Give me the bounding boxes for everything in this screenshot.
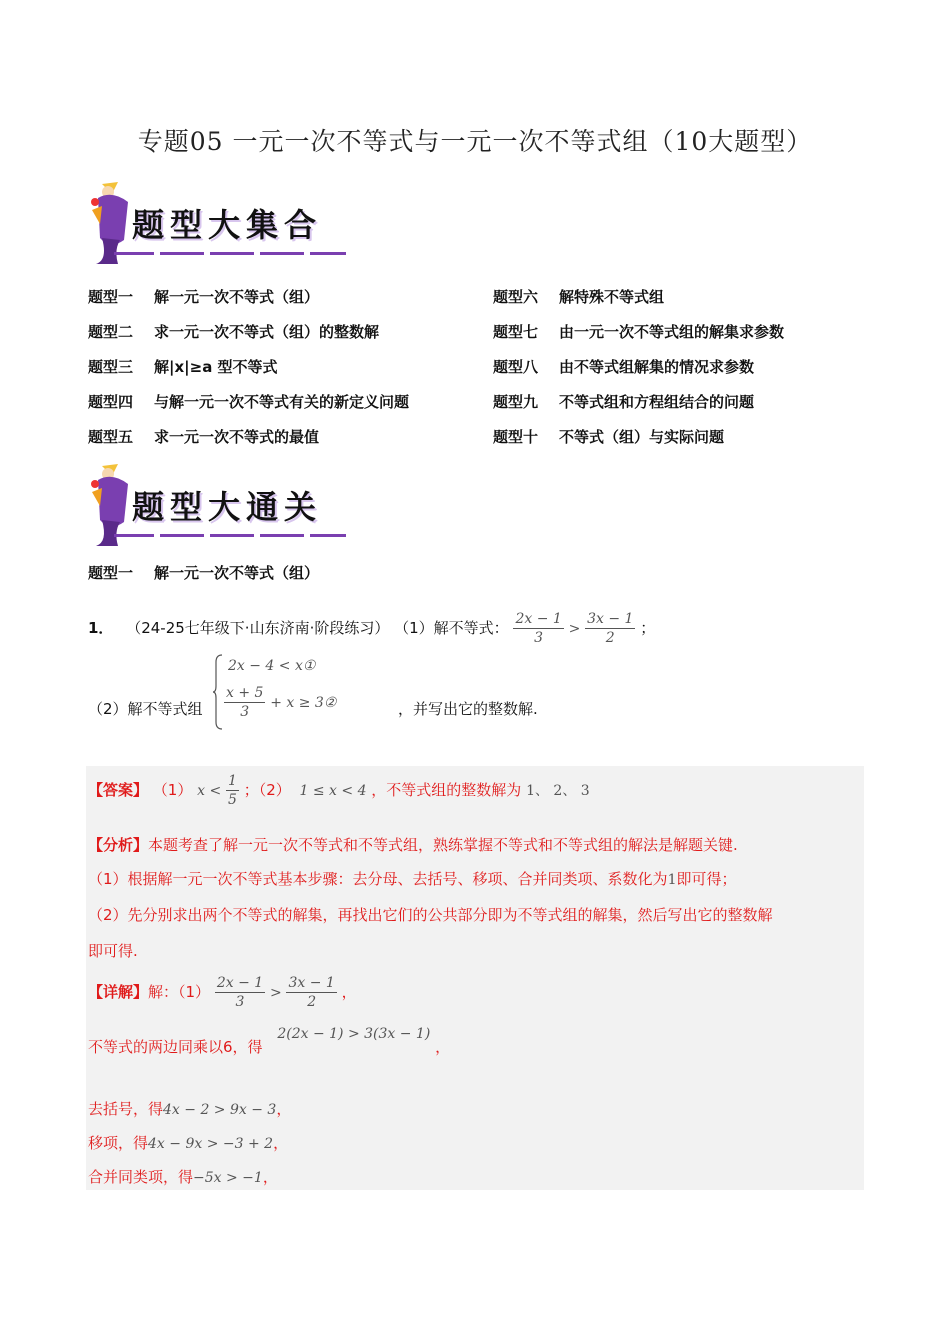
brace-icon [213, 654, 223, 730]
question-1-part-2: （2）解不等式组 2x − 4 < x① $\frac{x + 5}{3}$ + x ≥ 3② ，并写出它的整数解. [88, 652, 688, 732]
detail-line: 合并同类项，得−5x > −1， [88, 1168, 278, 1186]
toc-item: 题型四 与解一元一次不等式有关的新定义问题 [88, 393, 410, 411]
page-title: 专题05 一元一次不等式与一元一次不等式组（10大题型） [137, 127, 813, 156]
toc-item: 题型一 解一元一次不等式（组） [88, 288, 320, 306]
toc-item: 题型二 求一元一次不等式（组）的整数解 [88, 323, 380, 341]
section-heading: 题型一 解一元一次不等式（组） [88, 564, 320, 582]
banner-title: 题型大集合 [132, 206, 323, 244]
banner-practice [88, 462, 358, 552]
analysis-line: 【分析】本题考查了解一元一次不等式和不等式组，熟练掌握不等式和不等式组的解法是解题关键. [88, 836, 738, 854]
banner-underline [114, 532, 346, 540]
fraction: $\frac{1}{5}$ [227, 773, 237, 808]
toc-item: 题型五 求一元一次不等式的最值 [88, 428, 320, 446]
fraction: $\frac{2x - 1}{3}$ [216, 975, 264, 1010]
detail-line: 移项，得4x − 9x > −3 + 2， [88, 1134, 289, 1152]
toc-item: 题型八 由不等式组解集的情况求参数 [493, 358, 755, 376]
fraction: $\frac{x + 5}{3}$ [226, 685, 264, 720]
analysis-line: （2）先分别求出两个不等式的解集，再找出它们的公共部分即为不等式组的解集，然后写出它的整数解 [88, 906, 773, 924]
question-1-part-1: 1． （24-25七年级下·山东济南·阶段练习） （1）解不等式： $\frac{2x - 1}{3}$ > $\frac{3x - 1}{2}$ ； [88, 611, 656, 646]
toc-item: 题型六 解特殊不等式组 [493, 288, 665, 306]
toc-item: 题型十 不等式（组）与实际问题 [493, 428, 725, 446]
detail-line: 去括号，得4x − 2 > 9x − 3， [88, 1100, 292, 1118]
toc-item: 题型九 不等式组和方程组结合的问题 [493, 393, 755, 411]
banner-underline [114, 250, 346, 258]
banner-question-types [88, 180, 358, 270]
banner-title: 题型大通关 [132, 488, 323, 526]
toc-item: 题型七 由一元一次不等式组的解集求参数 [493, 323, 785, 341]
answer-line: 【答案】 （1） x < $\frac{1}{5}$ ；（2） 1 ≤ x < 4 ，不等式组的整数解为 1、 2、 3 [88, 773, 590, 808]
detail-line: 【详解】解：（1） $\frac{2x - 1}{3}$ > $\frac{3x - 1}{2}$ ， [88, 975, 357, 1010]
toc-item: 题型三 解|x|≥a 型不等式 [88, 358, 278, 376]
analysis-line: 即可得. [88, 942, 138, 960]
detail-line: 不等式的两边同乘以6，得 2(2x − 1) > 3(3x − 1) ， [88, 1026, 451, 1056]
fraction: $\frac{3x - 1}{2}$ [288, 975, 335, 1010]
fraction: $\frac{3x - 1}{2}$ [587, 611, 634, 646]
analysis-line: （1）根据解一元一次不等式基本步骤：去分母、去括号、移项、合并同类项、系数化为1即可得； [88, 870, 737, 888]
fraction: $\frac{2x - 1}{3}$ [515, 611, 562, 646]
